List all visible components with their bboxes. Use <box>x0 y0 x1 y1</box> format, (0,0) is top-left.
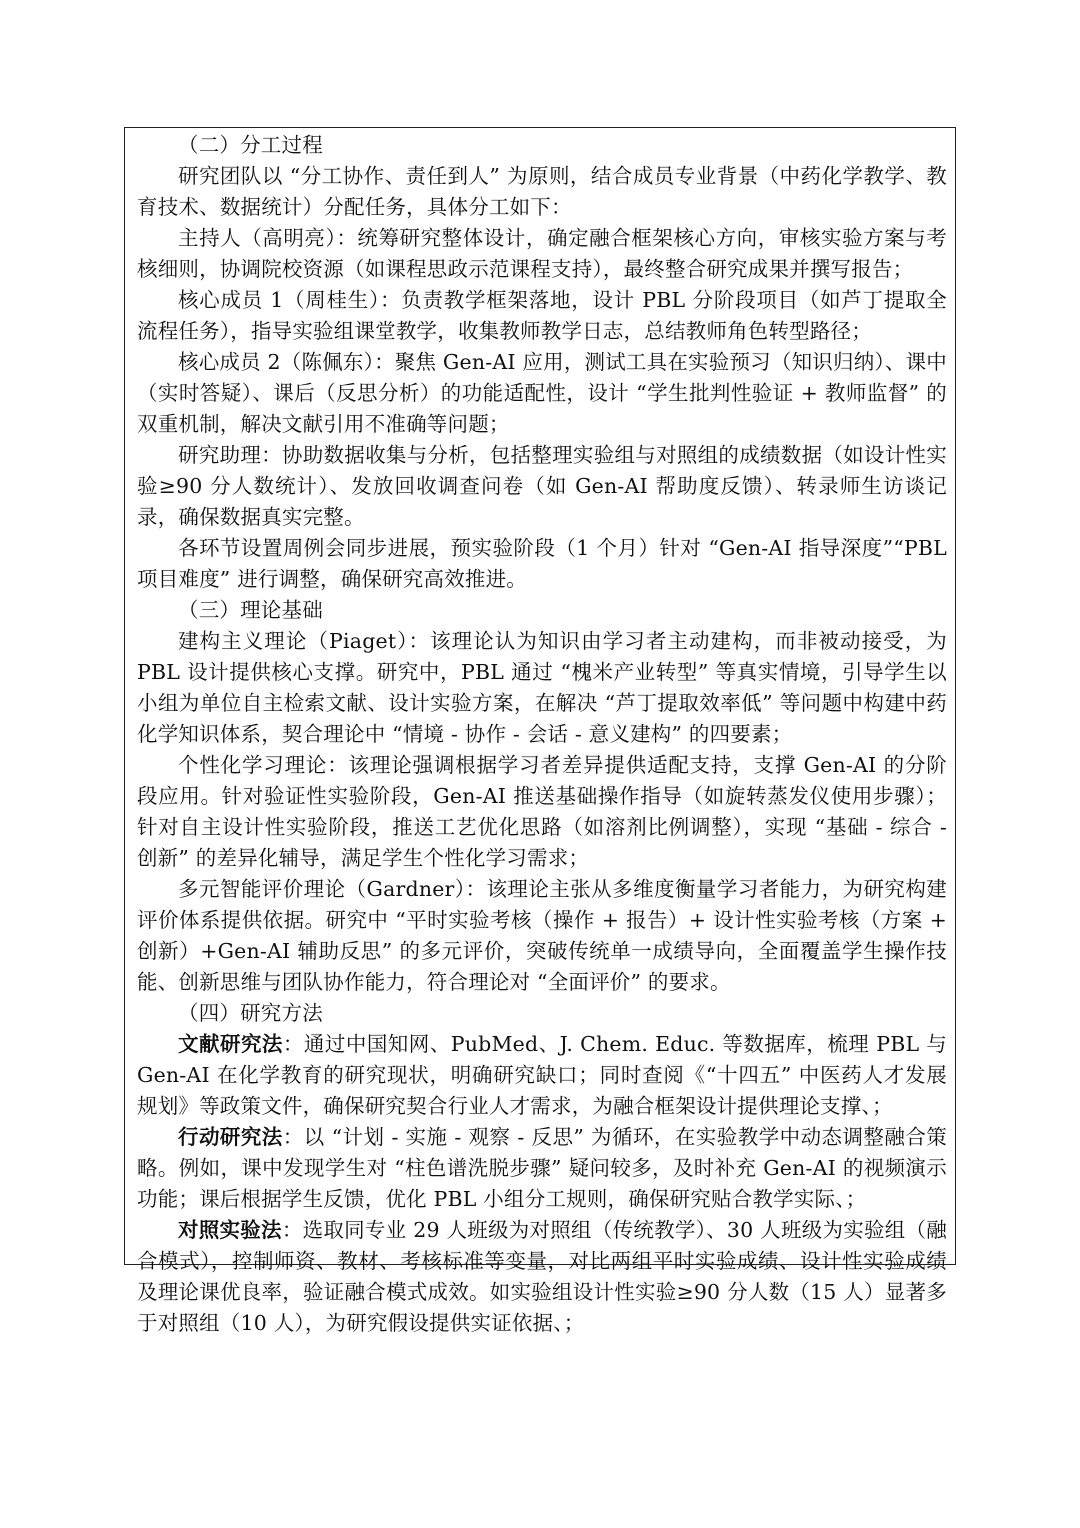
paragraph-host: 主持人（高明亮）：统筹研究整体设计，确定融合框架核心方向，审核实验方案与考核细则，协调院校资源（如课程思政示范课程支持），最终整合研究成果并撰写报告； <box>137 226 947 281</box>
method-label-literature: 文献研究法 <box>178 1032 283 1056</box>
paragraph-division-intro: 研究团队以 “分工协作、责任到人” 为原则，结合成员专业背景（中药化学教学、教育技术、数据统计）分配任务，具体分工如下： <box>137 164 947 219</box>
section-heading-methods: （四）研究方法 <box>178 1001 323 1025</box>
method-label-action: 行动研究法 <box>178 1125 283 1149</box>
paragraph-method-literature <box>137 1029 947 1122</box>
paragraph-method-action <box>137 1122 947 1215</box>
method-text-action: ：以 “计划 - 实施 - 观察 - 反思” 为循环，在实验教学中动态调整融合策略。例如，课中发现学生对 “柱色谱洗脱步骤” 疑问较多，及时补充 Gen-AI 的视频演示功能；课后根据学生反馈，优化 PBL 小组分工规则，确保研究贴合教学实际、； <box>137 1125 947 1211</box>
paragraph-method-control <box>137 1215 947 1339</box>
paragraph-weekly-meeting: 各环节设置周例会同步进展，预实验阶段（1 个月）针对 “Gen-AI 指导深度”“PBL 项目难度” 进行调整，确保研究高效推进。 <box>137 536 947 591</box>
section-heading-division: （二）分工过程 <box>178 133 323 157</box>
paragraph-constructivism: 建构主义理论（Piaget）：该理论认为知识由学习者主动建构，而非被动接受，为 PBL 设计提供核心支撑。研究中，PBL 通过 “槐米产业转型” 等真实情境，引导学生以小组为单位自主检索文献、设计实验方案，在解决 “芦丁提取效率低” 等问题中构建中药化学知识体系，契合理论中 “情境 - 协作 - 会话 - 意义建构” 的四要素； <box>137 629 947 746</box>
paragraph-personalized-learning: 个性化学习理论：该理论强调根据学习者差异提供适配支持，支撑 Gen-AI 的分阶段应用。针对验证性实验阶段，Gen-AI 推送基础操作指导（如旋转蒸发仪使用步骤）；针对自主设计性实验阶段，推送工艺优化思路（如溶剂比例调整），实现 “基础 - 综合 - 创新” 的差异化辅导，满足学生个性化学习需求； <box>137 753 947 870</box>
section-heading-theory: （三）理论基础 <box>178 598 323 622</box>
method-text-control: ：选取同专业 29 人班级为对照组（传统教学）、30 人班级为实验组（融合模式），控制师资、教材、考核标准等变量，对比两组平时实验成绩、设计性实验成绩及理论课优良率，验证融合模式成效。如实验组设计性实验≥90 分人数（15 人）显著多于对照组（10 人），为研究假设提供实证依据、； <box>137 1218 948 1335</box>
paragraph-multiple-intelligence: 多元智能评价理论（Gardner）：该理论主张从多维度衡量学习者能力，为研究构建评价体系提供依据。研究中 “平时实验考核（操作 + 报告）+ 设计性实验考核（方案 + 创新）+Gen-AI 辅助反思” 的多元评价，突破传统单一成绩导向，全面覆盖学生操作技能、创新思维与团队协作能力，符合理论对 “全面评价” 的要求。 <box>137 877 947 994</box>
document-content <box>137 130 947 1339</box>
paragraph-member-2: 核心成员 2（陈佩东）：聚焦 Gen-AI 应用，测试工具在实验预习（知识归纳）、课中（实时答疑）、课后（反思分析）的功能适配性，设计 “学生批判性验证 + 教师监督” 的双重机制，解决文献引用不准确等问题； <box>137 350 947 436</box>
paragraph-member-1: 核心成员 1（周桂生）：负责教学框架落地，设计 PBL 分阶段项目（如芦丁提取全流程任务），指导实验组课堂教学，收集教师教学日志，总结教师角色转型路径； <box>137 288 947 343</box>
method-label-control: 对照实验法 <box>178 1218 282 1242</box>
paragraph-assistant: 研究助理：协助数据收集与分析，包括整理实验组与对照组的成绩数据（如设计性实验≥90 分人数统计）、发放回收调查问卷（如 Gen-AI 帮助度反馈）、转录师生访谈记录，确保数据真实完整。 <box>137 443 947 529</box>
method-text-literature: ：通过中国知网、PubMed、J. Chem. Educ. 等数据库，梳理 PBL 与 Gen-AI 在化学教育的研究现状，明确研究缺口；同时查阅《“十四五” 中医药人才发展规划》等政策文件，确保研究契合行业人才需求，为融合框架设计提供理论支撑、； <box>137 1032 947 1118</box>
